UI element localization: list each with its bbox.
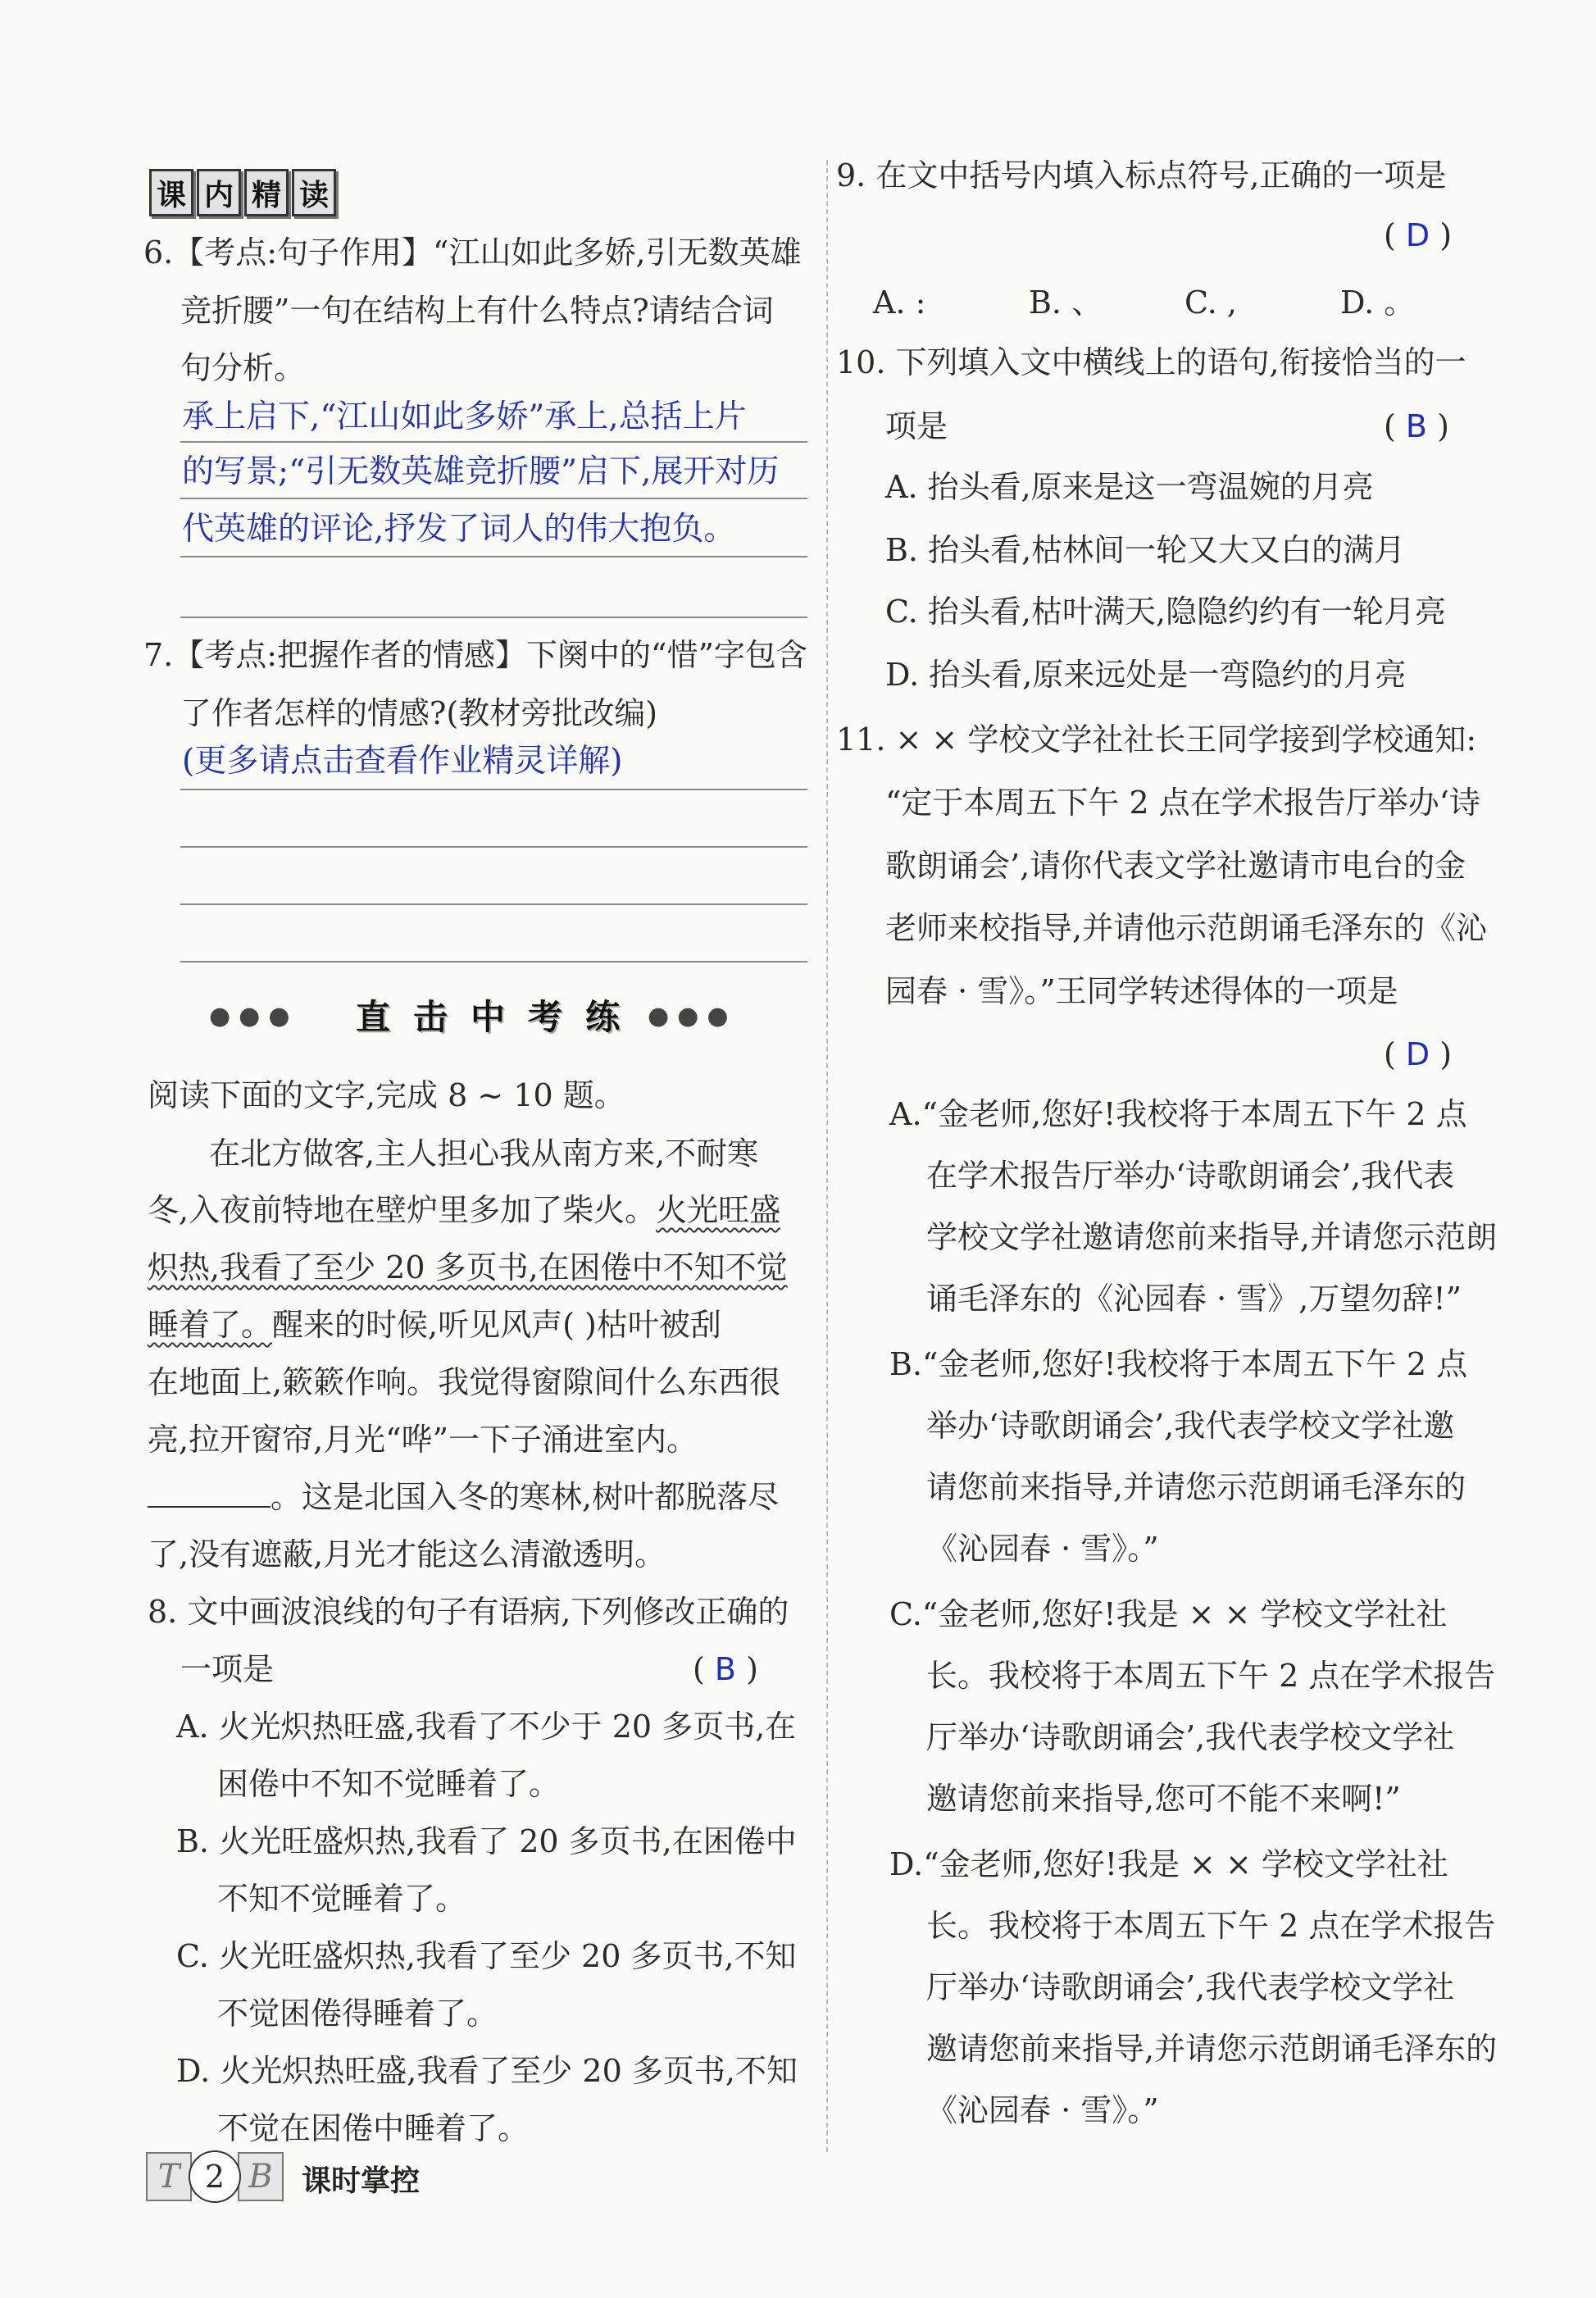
q11-option-cont: 诵毛泽东的《沁园春 · 雪》,万望勿辞!” xyxy=(926,1281,1462,1317)
q6-stem-line: 竞折腰”一句在结构上有什么特点?请结合词 xyxy=(180,293,774,329)
passage-line: 亮,拉开窗帘,月光“哗”一下子涌进室内。 xyxy=(148,1422,698,1458)
q10-option[interactable]: A. 抬头看,原来是这一弯温婉的月亮 xyxy=(885,469,1374,505)
passage-line: 了,没有遮蔽,月光才能这么清澈透明。 xyxy=(148,1536,666,1572)
q11-stem-line: 园春 · 雪》。”王同学转述得体的一项是 xyxy=(885,973,1398,1009)
logo-letter: T xyxy=(146,2152,192,2201)
q11-answer: D xyxy=(1405,1036,1430,1072)
q6-stem-line: 6.【考点:句子作用】“江山如此多娇,引无数英雄 xyxy=(143,234,802,271)
reading-intro: 阅读下面的文字,完成 8 ~ 10 题。 xyxy=(148,1077,625,1113)
q11-option[interactable]: B.“金老师,您好!我校将于本周五下午 2 点 xyxy=(889,1346,1468,1382)
q11-stem-line: “定于本周五下午 2 点在学术报告厅举办‘诗 xyxy=(885,785,1480,821)
banner-char: 内 xyxy=(197,169,241,216)
q6-answer-line: 承上启下,“江山如此多娇”承上,总括上片 xyxy=(182,398,747,435)
q8-answer: B xyxy=(714,1651,736,1687)
q6-stem-line: 句分析。 xyxy=(180,350,306,386)
q8-option[interactable]: C. 火光旺盛炽热,我看了至少 20 多页书,不知 xyxy=(176,1938,797,1974)
q9-option[interactable]: A. : xyxy=(873,284,926,321)
passage-line xyxy=(148,1477,779,1517)
q11-option-cont: 《沁园春 · 雪》。” xyxy=(926,1531,1159,1567)
q7-stem-line: 7.【考点:把握作者的情感】下阕中的“惜”字包含 xyxy=(143,637,807,673)
banner-char: 中 xyxy=(471,997,506,1037)
passage-line: 在北方做客,主人担心我从南方来,不耐寒 xyxy=(209,1135,759,1172)
q9-answer-bracket: ( D ) xyxy=(1384,217,1453,253)
wavy-sentence: 炽热,我看了至少 20 多页书,在困倦中不知不觉 xyxy=(148,1249,788,1286)
q11-option-cont: 举办‘诗歌朗诵会’,我代表学校文学社邀 xyxy=(926,1408,1455,1444)
section-banner-in-class-reading xyxy=(148,168,338,217)
q8-answer-bracket: ( B ) xyxy=(693,1651,758,1687)
q10-stem-line: 10. 下列填入文中横线上的语句,衔接恰当的一 xyxy=(836,344,1466,380)
q6-answer-line: 代英雄的评论,抒发了词人的伟大抱负。 xyxy=(182,511,736,548)
q7-stem-line: 了作者怎样的情感?(教材旁批改编) xyxy=(180,695,658,731)
answer-rule xyxy=(180,498,807,499)
q8-option-cont: 困倦中不知不觉睡着了。 xyxy=(217,1766,561,1802)
q11-option-cont: 在学术报告厅举办‘诗歌朗诵会’,我代表 xyxy=(926,1158,1455,1194)
q11-option-cont: 学校文学社邀请您前来指导,并请您示范朗 xyxy=(926,1219,1498,1255)
section-dots-left: ●●● xyxy=(209,1002,298,1031)
q10-stem-line: 项是 xyxy=(885,408,948,444)
q9-option[interactable]: D. 。 xyxy=(1340,284,1416,321)
q11-option[interactable]: C.“金老师,您好!我是 × × 学校文学社社 xyxy=(889,1596,1448,1632)
q11-option-cont: 邀请您前来指导,并请您示范朗诵毛泽东的 xyxy=(926,2031,1498,2067)
answer-rule xyxy=(180,961,807,962)
q8-option[interactable]: A. 火光炽热旺盛,我看了不少于 20 多页书,在 xyxy=(176,1709,797,1745)
q10-option[interactable]: C. 抬头看,枯叶满天,隐隐约约有一轮月亮 xyxy=(885,594,1447,630)
fill-blank xyxy=(148,1478,271,1508)
q10-answer: B xyxy=(1405,408,1427,444)
q9-answer: D xyxy=(1405,217,1430,253)
q11-option-cont: 长。我校将于本周五下午 2 点在学术报告 xyxy=(926,1658,1496,1694)
q10-option[interactable]: B. 抬头看,枯林间一轮又大又白的满月 xyxy=(885,532,1406,568)
q9-option[interactable]: B. 、 xyxy=(1029,284,1103,321)
answer-rule xyxy=(180,441,807,443)
q11-option-cont: 长。我校将于本周五下午 2 点在学术报告 xyxy=(926,1908,1496,1944)
banner-char: 精 xyxy=(244,169,289,216)
passage-line xyxy=(148,1305,721,1345)
q11-option-cont: 厅举办‘诗歌朗诵会’,我代表学校文学社 xyxy=(926,1969,1455,2005)
answer-rule xyxy=(180,617,807,618)
q11-answer-bracket: ( D ) xyxy=(1384,1036,1453,1072)
q11-option-cont: 请您前来指导,并请您示范朗诵毛泽东的 xyxy=(926,1469,1466,1505)
logo-letter: B xyxy=(238,2152,284,2201)
q9-option[interactable]: C. , xyxy=(1184,284,1237,321)
banner-char: 直 xyxy=(356,997,391,1037)
column-divider xyxy=(826,160,828,2152)
q8-option[interactable]: D. 火光炽热旺盛,我看了至少 20 多页书,不知 xyxy=(176,2053,798,2089)
q8-option[interactable]: B. 火光旺盛炽热,我看了 20 多页书,在困倦中 xyxy=(176,1823,797,1859)
banner-char: 课 xyxy=(149,169,193,216)
wavy-sentence: 睡着了。 xyxy=(148,1307,273,1343)
answer-rule xyxy=(180,903,807,905)
q10-option[interactable]: D. 抬头看,原来远处是一弯隐约的月亮 xyxy=(885,657,1407,693)
passage-line xyxy=(148,1190,780,1230)
q11-option-cont: 厅举办‘诗歌朗诵会’,我代表学校文学社 xyxy=(926,1719,1455,1755)
banner-char: 击 xyxy=(413,997,448,1037)
q9-stem: 9. 在文中括号内填入标点符号,正确的一项是 xyxy=(836,157,1447,193)
passage-text: 。这是北国入冬的寒林,树叶都脱落尽 xyxy=(271,1479,780,1515)
banner-char: 练 xyxy=(585,997,621,1037)
q11-option-cont: 邀请您前来指导,您可不能不来啊!” xyxy=(926,1781,1401,1817)
q11-option[interactable]: A.“金老师,您好!我校将于本周五下午 2 点 xyxy=(889,1096,1467,1132)
passage-text: 醒来的时候,听见风声( )枯叶被刮 xyxy=(272,1307,721,1343)
q8-option-cont: 不觉在困倦中睡着了。 xyxy=(217,2110,530,2146)
passage-line: 在地面上,簌簌作响。我觉得窗隙间什么东西很 xyxy=(148,1364,781,1400)
q11-option[interactable]: D.“金老师,您好!我是 × × 学校文学社社 xyxy=(889,1846,1448,1882)
q8-option-cont: 不知不觉睡着了。 xyxy=(217,1881,467,1917)
answer-rule xyxy=(180,556,807,557)
q6-answer-line: 的写景;“引无数英雄竞折腰”启下,展开对历 xyxy=(182,453,780,490)
q11-option-cont: 《沁园春 · 雪》。” xyxy=(926,2092,1159,2128)
footer-title: 课时掌控 xyxy=(302,2164,421,2198)
page-number: 2 xyxy=(189,2150,241,2203)
banner-char: 考 xyxy=(528,997,563,1037)
section-dots-right: ●●● xyxy=(648,1002,737,1031)
q8-stem-line: 8. 文中画波浪线的句子有语病,下列修改正确的 xyxy=(148,1594,789,1630)
q11-stem-line: 11. × × 学校文学社社长王同学接到学校通知: xyxy=(836,721,1477,758)
q7-answer-link[interactable]: (更多请点击查看作业精灵详解) xyxy=(182,743,623,780)
footer-logo xyxy=(146,2150,293,2204)
q11-stem-line: 歌朗诵会’,请你代表文学社邀请市电台的金 xyxy=(885,848,1466,884)
q10-answer-bracket: ( B ) xyxy=(1384,408,1449,444)
q8-option-cont: 不觉困倦得睡着了。 xyxy=(217,1995,498,2032)
q11-stem-line: 老师来校指导,并请他示范朗诵毛泽东的《沁 xyxy=(885,910,1488,946)
wavy-sentence: 火光旺盛 xyxy=(656,1192,781,1228)
answer-rule xyxy=(180,846,807,848)
section-banner-exam-practice xyxy=(344,988,631,1042)
passage-text: 冬,入夜前特地在壁炉里多加了柴火。 xyxy=(148,1192,657,1228)
banner-char: 读 xyxy=(292,169,336,216)
q8-stem-line: 一项是 xyxy=(180,1651,275,1687)
answer-rule xyxy=(180,789,807,790)
